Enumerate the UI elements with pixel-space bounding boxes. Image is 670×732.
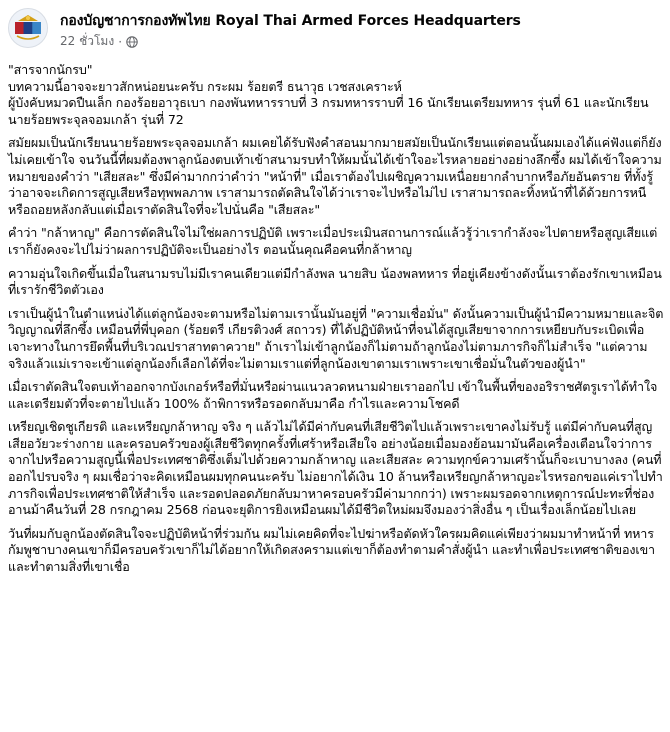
post-paragraph: คำว่า "กล้าหาญ" คือการตัดสินใจไม่ใช่ผลการปฏิบัติ เพราะเมื่อประเมินสถานการณ์แล้วรู้ว่าเรากำลังจะไปตายหรือสูญเสียแต่เราก็ยังคงจะไปไม่ว่าผลการปฏิบัติจะเป็นอย่างไร ตอนนั้นคุณคือคนที่กล้าหาญ <box>8 225 658 257</box>
globe-icon <box>126 36 138 48</box>
post-paragraph: ความอุ่นใจเกิดขึ้นเมื่อในสนามรบไม่มีเราคนเดียวแต่มีกำลังพล นายสิบ น้องพลทหาร ที่อยู่เคียงข้างดังนั้นเราต้องรักเขาเหมือนที่เรารักชีวิตตัวเอง <box>8 265 662 298</box>
post-paragraph: เมื่อเราตัดสินใจตบเท้าออกจากบังเกอร์หรือที่มั่นหรือผ่านแนวลวดหนามฝ่ายเราออกไป เข้าในพื้นที่ของอริราชศัตรูเราได้ทำใจ และเตรียมตัวที่จะตายไปแล้ว 100% ถ้าพิการหรือรอดกลับมาคือ กำไรและความโชคดี <box>8 379 658 411</box>
page-avatar[interactable] <box>8 8 48 48</box>
page-name[interactable]: กองบัญชาการกองทัพไทย Royal Thai Armed Forces Headquarters <box>60 13 521 29</box>
rtarf-emblem-icon <box>9 9 47 47</box>
post-meta <box>60 32 138 51</box>
post-paragraph: วันที่ผมกับลูกน้องตัดสินใจจะปฏิบัติหน้าที่ร่วมกัน ผมไม่เคยคิดที่จะไปฆ่าหรือตัดหัวใครผมคิดแค่เพียงว่าผมมาทำหน้าที่ ทหารกัมพูชาบางคนเขาก็มีครอบครัวเขาก็ไม่ได้อยากให้เกิดสงครามแต่เขาก็ต้องทำตามคำสั่งผู้นำ และทำเพื่อประเทศชาติของเขา และทำตามสิ่งที่เขาเชื่อ <box>8 525 655 575</box>
post-paragraph: เราเป็นผู้นำในตำแหน่งได้แต่ลูกน้องจะตามหรือไม่ตามเรานั้นมันอยู่ที่ "ความเชื่อมั่น" ดังนั้นความเป็นผู้นำมีความหมายและจิตวิญญาณที่ลึกซึ้ง เหมือนที่พี่บุคอก (ร้อยตรี เกียรติวงศ์ สถาวร) ที่ได้ปฏิบัติหน้าที่จนได้สูญเสียขาจากการเหยียบกับระเบิดเพื่อเจาะทางในการยึดพื้นที่บริเวณปราสาทตาควาย" ถ้าเราไม่เข้าลูกน้องก็ไม่ตามถ้าลูกน้องไม่ตามภารกิจก็ไม่สำเร็จ "แต่ความจริงแล้วแม่เราจะเข้าแต่ลูกน้องก็เลือกได้ที่จะไม่ตามเราแต่ที่ลูกน้องเขาตามเราเพราะเขาเชื่อมั่นในตัวของผู้นำ" <box>8 305 664 371</box>
post-paragraph-intro: "สารจากนักรบ" บทความนี้อาจจะยาวสักหน่อยนะครับ กระผม ร้อยตรี ธนาวุธ เวชสงเคราะห์ ผู้บังคับหมวดปืนเล็ก กองร้อยอาวุธเบา กองพันทหารราบที่ 3 กรมทหารราบที่ 16 นักเรียนเตรียมทหาร รุ่นที่ 61 และนักเรียนนายร้อยพระจุลจอมเกล้า รุ่นที่ 72 <box>8 62 649 127</box>
post-header <box>8 8 662 52</box>
post-body <box>8 62 664 583</box>
post-paragraph: เหรียญเชิดชูเกียรติ และเหรียญกล้าหาญ จริง ๆ แล้วไม่ได้มีค่ากับคนที่เสียชีวิตไปแล้วเพราะเขาคงไม่รับรู้ แต่มีค่ากับคนที่สูญเสียอวัยวะร่างกาย และครอบครัวของผู้เสียชีวิตทุกครั้งที่เศร้าหรือเสียใจ อย่างน้อยเมื่อมองย้อนมามันคือเครื่องเตือนใจว่าการจากไปหรือความสูญนี้เพื่อประเทศชาติซึ่งเต็มไปด้วยความกล้าหาญ และเสียสละ ความทุกข์ความเศร้านั้นก็จะเบาบางลง (คนที่ออกไปรบจริง ๆ ผมเชื่อว่าจะคิดเหมือนผมทุกคนนะครับ ไม่อยากได้เงิน 10 ล้านหรือเหรียญกล้าหาญอะไรหรอกขอแค่เราไปทำภารกิจเพื่อประเทศชาติให้สำเร็จ และรอดปลอดภัยกลับมาหาครอบครัวมีค่ามากกว่า) เพราะผมรอดจากเหตุการณ์ปะทะที่ช่องอานม้าคืนวันที่ 28 กรกฎาคม 2568 ก่อนจะยุติการยิงเหมือนผมได้มีชีวิตใหม่ผมจึงมองว่าสิ่งอื่น ๆ เป็นเรื่องเล็กน้อยไปเลย <box>8 419 663 518</box>
meta-separator: · <box>118 34 123 49</box>
post-paragraph: สมัยผมเป็นนักเรียนนายร้อยพระจุลจอมเกล้า ผมเคยได้รับฟังคำสอนมากมายสมัยเป็นนักเรียนแต่ตอนนั้นผมเองได้แค่ฟังแต่ก็ยังไม่เคยเข้าใจ จนวันนี้ที่ผมต้องพาลูกน้องตบเท้าเข้าสนามรบทำให้ผมนั้นได้เข้าใจอะไรหลายอย่างอย่างลึกซึ้ง ผมได้เข้าใจความหมายของคำว่า "เสียสละ" ซึ่งมีค่ามากกว่าคำว่า "หน้าที่" เมื่อเราต้องไปเผชิญความเหนื่อยยากลำบากหรือภัยอันตราย ที่ทั้งรู้ว่าอาจจะเกิดการสูญเสียหรือทุพพลภาพ เราสามารถตัดสินใจได้ว่าเราจะไปหรือไม่ไป เราสามารถละทิ้งหน้าที่ได้ด้วยการหนีหรือถอยหลังกลับแต่เมื่อเราตัดสินใจที่จะไปนั่นคือ "เสียสละ" <box>8 135 662 217</box>
post-timestamp[interactable]: 22 ชั่วโมง <box>60 34 115 48</box>
